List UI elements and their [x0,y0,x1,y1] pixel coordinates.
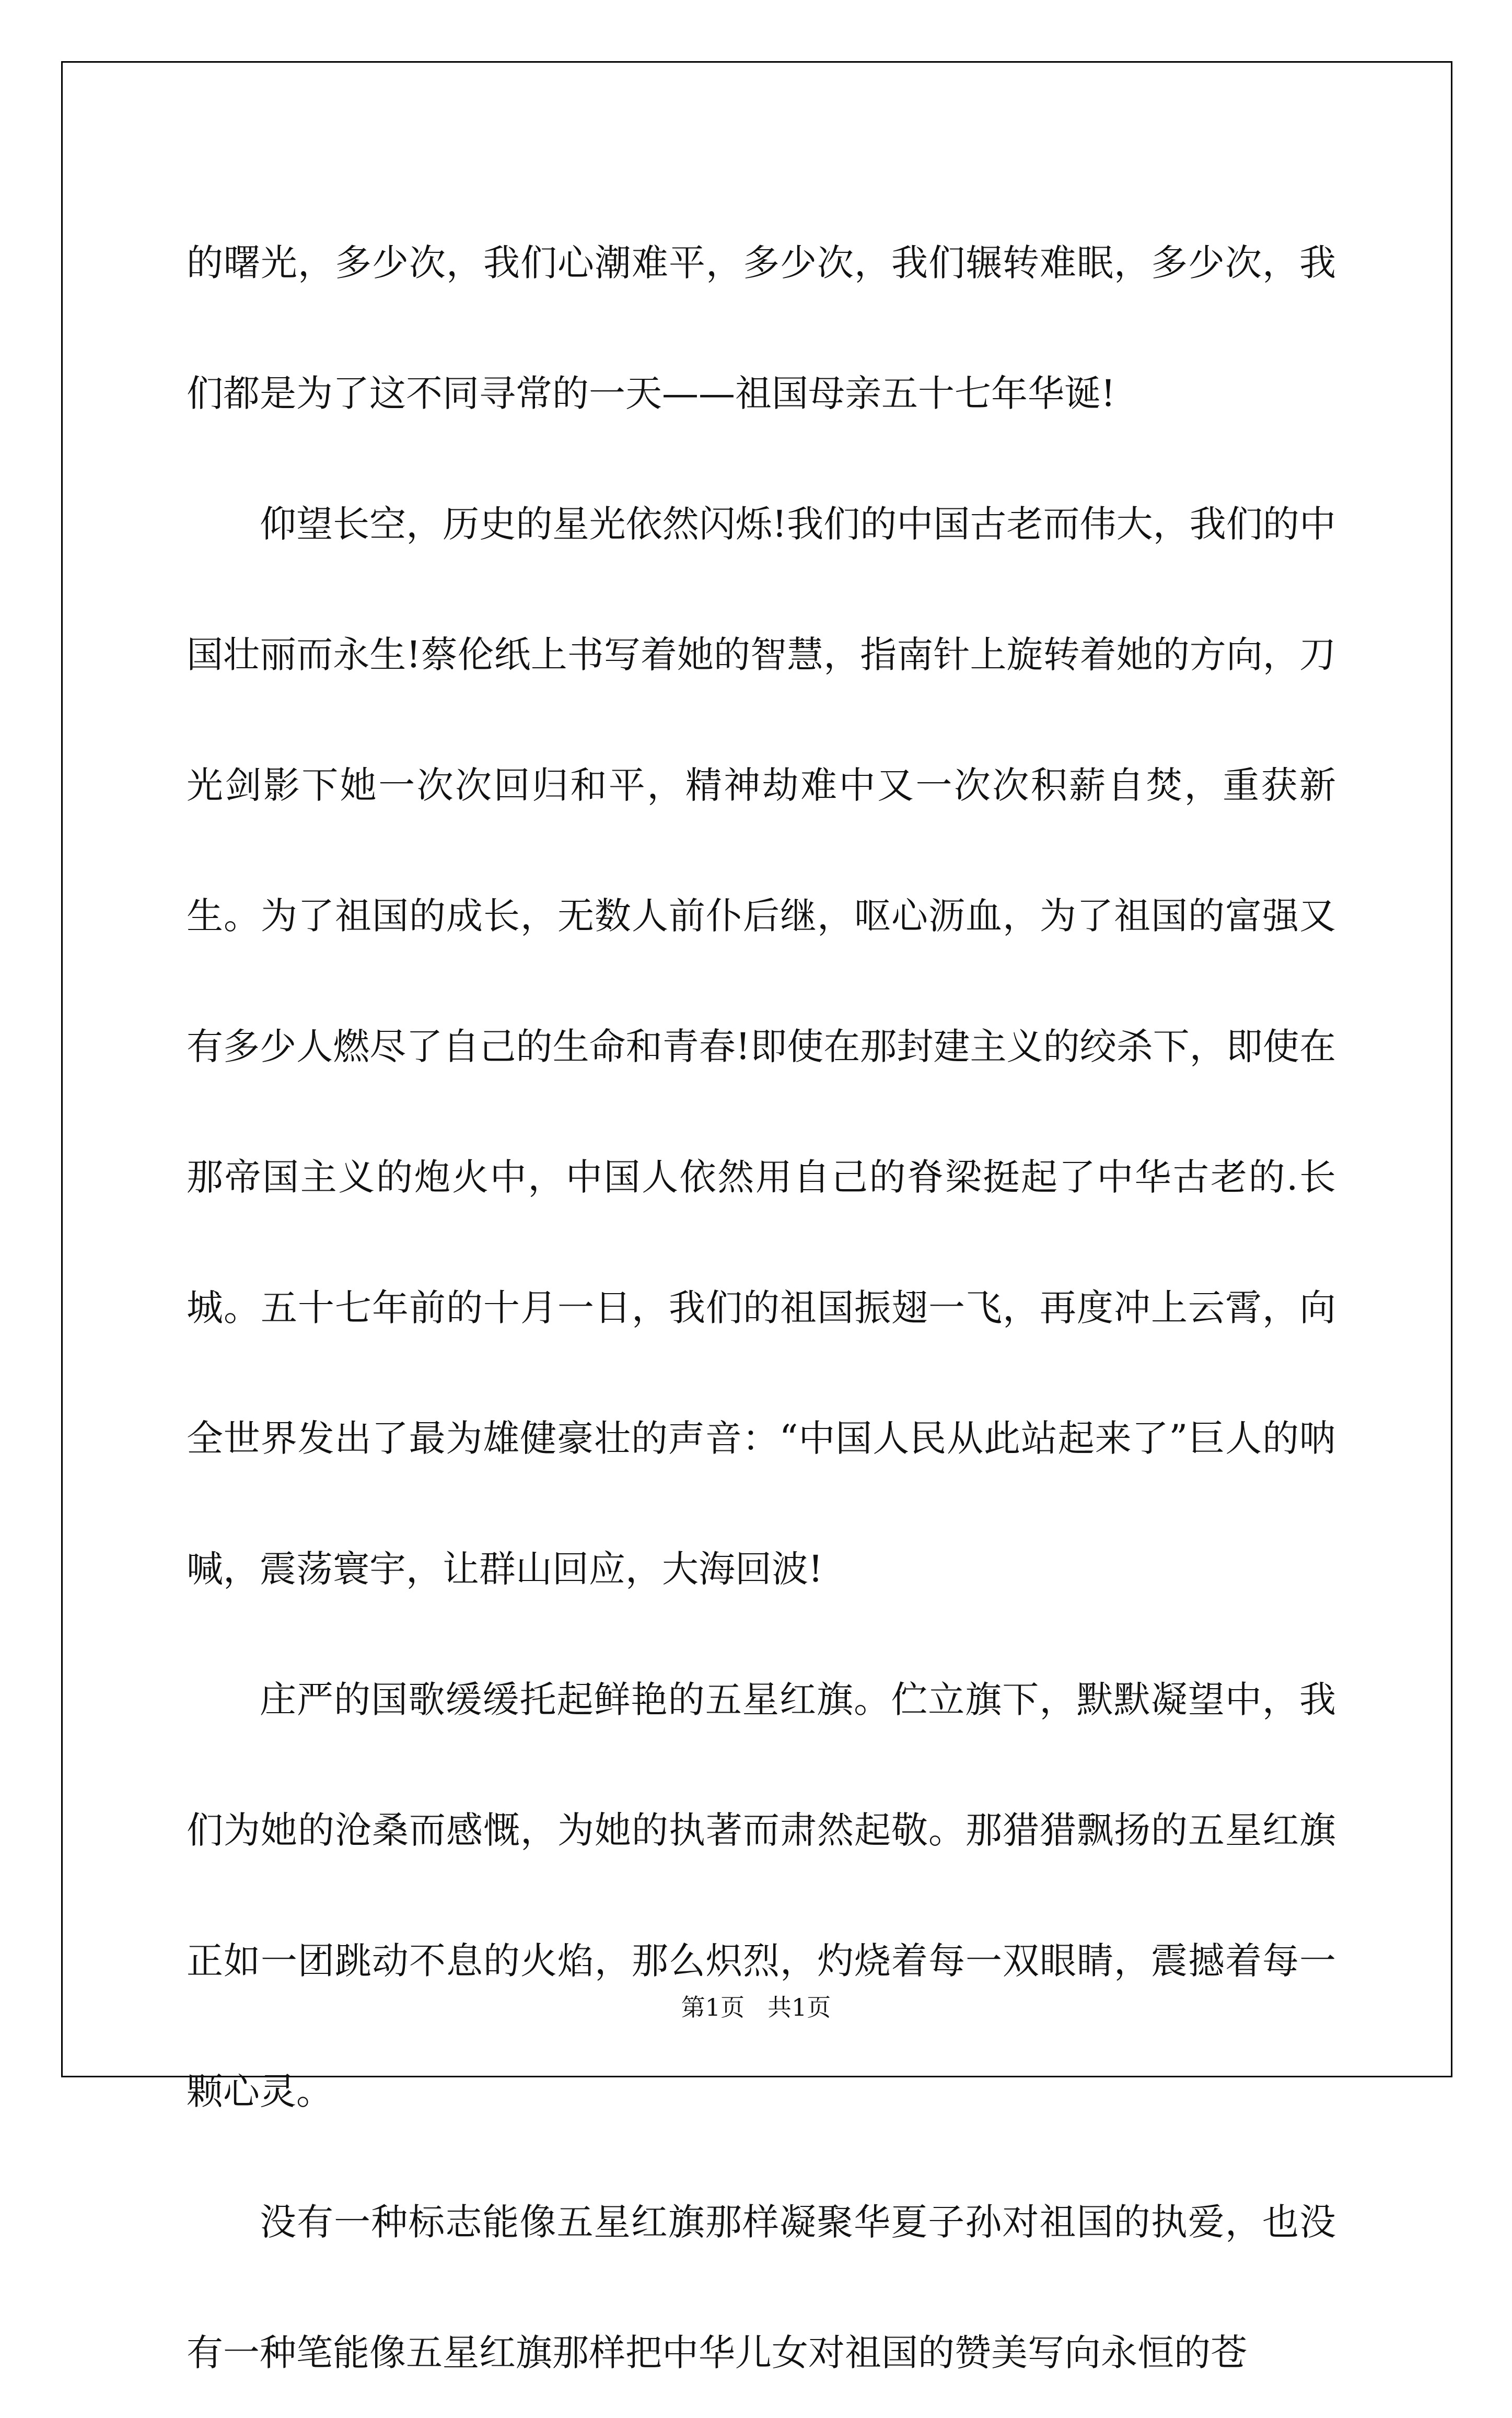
footer-spacer [745,1993,767,2021]
paragraph-3: 庄严的国歌缓缓托起鲜艳的五星红旗。伫立旗下，默默凝望中，我们为她的沧桑而感慨，为她的执著而肃然起敬。那猎猎飘扬的五星红旗正如一团跳动不息的火焰，那么炽烈，灼烧着每一双眼睛，震撼着每一颗心灵。 [187,1678,1336,2113]
page-footer [0,1989,1512,2023]
document-body [187,197,1336,2418]
paragraph-2: 仰望长空，历史的星光依然闪烁!我们的中国古老而伟大，我们的中国壮丽而永生!蔡伦纸上书写着她的智慧，指南针上旋转着她的方向，刀光剑影下她一次次回归和平，精神劫难中又一次次积薪自焚，重获新生。为了祖国的成长，无数人前仆后继，呕心沥血，为了祖国的富强又有多少人燃尽了自己的生命和青春!即使在那封建主义的绞杀下，即使在那帝国主义的炮火中，中国人依然用自己的脊梁挺起了中华古老的.长城。五十七年前的十月一日，我们的祖国振翅一飞，再度冲上云霄，向全世界发出了最为雄健豪壮的声音：“中国人民从此站起来了”巨人的呐喊，震荡寰宇，让群山回应，大海回波! [187,503,1336,1590]
page-number-label: 第1页 [681,1993,745,2021]
paragraph-1: 的曙光，多少次，我们心潮难平，多少次，我们辗转难眠，多少次，我们都是为了这不同寻常的一天——祖国母亲五十七年华诞! [187,241,1336,415]
paragraph-4: 没有一种标志能像五星红旗那样凝聚华夏子孙对祖国的执爱，也没有一种笔能像五星红旗那样把中华儿女对祖国的赞美写向永恒的苍 [187,2201,1336,2374]
total-pages-label: 共1页 [767,1993,831,2021]
